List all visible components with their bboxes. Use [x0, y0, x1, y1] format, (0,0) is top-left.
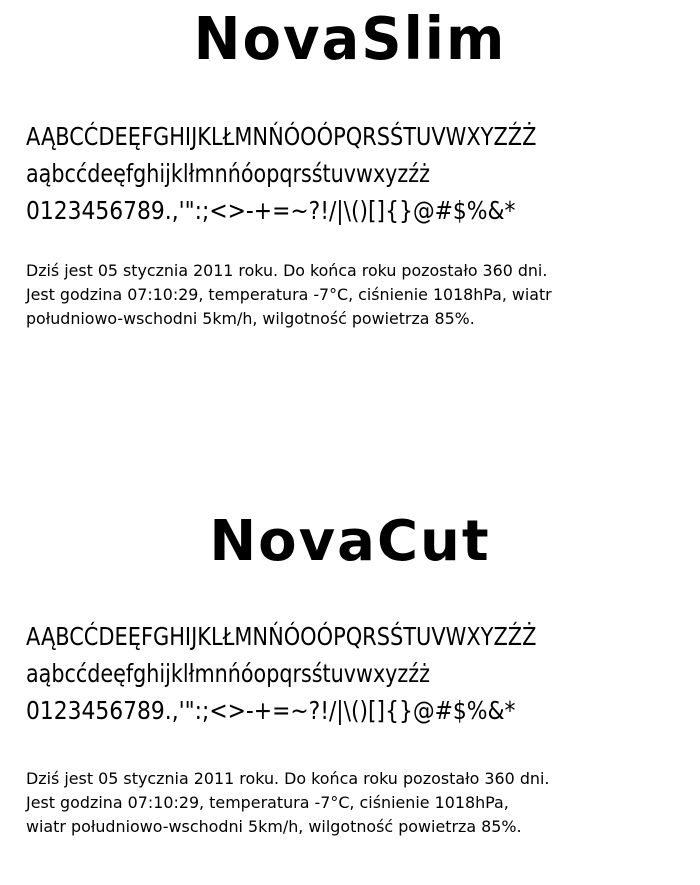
sample-line: wiatr południowo-wschodni 5km/h, wilgotność powietrza 85%.	[26, 817, 522, 836]
font-title: NovaSlim	[193, 5, 507, 74]
uppercase-glyphs: AĄBCĆDEĘFGHIJKLŁMNŃÓOÓPQRSŚTUVWXYZŹŻ	[26, 122, 537, 151]
lowercase-glyphs: aąbcćdeęfghijklłmnńóopqrsśtuvwxyzźż	[26, 659, 431, 688]
digits-symbols-glyphs: 0123456789.,'":;<>-+=~?!/|\()[]{}@#$%&*	[26, 196, 516, 225]
sample-paragraph	[26, 259, 700, 331]
sample-line: Jest godzina 07:10:29, temperatura -7°C, ciśnienie 1018hPa, wiatr	[26, 285, 552, 304]
lowercase-glyphs: aąbcćdeęfghijklłmnńóopqrsśtuvwxyzźż	[26, 159, 431, 188]
sample-line: Dziś jest 05 stycznia 2011 roku. Do końca roku pozostało 360 dni.	[26, 261, 548, 280]
glyph-set	[26, 618, 700, 729]
font-title: NovaCut	[209, 509, 491, 574]
glyph-set	[26, 118, 700, 229]
sample-paragraph	[26, 767, 700, 839]
font-specimen-novacut	[0, 502, 700, 839]
digits-symbols-glyphs: 0123456789.,'":;<>-+=~?!/|\()[]{}@#$%&*	[26, 696, 516, 725]
font-specimen-novaslim	[0, 0, 700, 331]
sample-line: Jest godzina 07:10:29, temperatura -7°C, ciśnienie 1018hPa,	[26, 793, 509, 812]
uppercase-glyphs: AĄBCĆDEĘFGHIJKLŁMNŃÓOÓPQRSŚTUVWXYZŹŻ	[26, 622, 537, 651]
sample-line: południowo-wschodni 5km/h, wilgotność powietrza 85%.	[26, 309, 475, 328]
sample-line: Dziś jest 05 stycznia 2011 roku. Do końca roku pozostało 360 dni.	[26, 769, 550, 788]
